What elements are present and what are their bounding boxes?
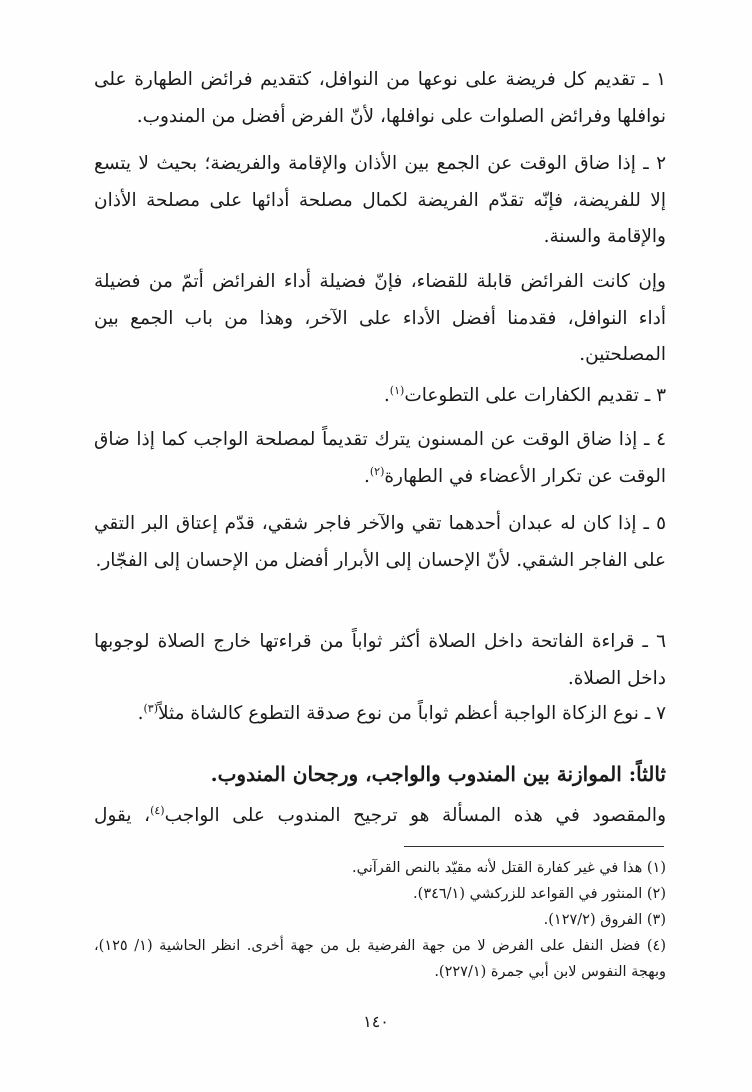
paragraph-5-text: ٤ ـ إذا ضاق الوقت عن المسنون يترك تقديماً لمصلحة الواجب كما إذا ضاق الوقت عن تكرار الأعضاء في الطهارة: [94, 429, 666, 487]
paragraph-6: ٥ ـ إذا كان له عبدان أحدهما تقي والآخر فاجر شقي، قدّم إعتاق البر التقي على الفاجر الشقي. لأنّ الإحسان إلى الأبرار أفضل من الإحسان إلى الفجّار.: [94, 513, 666, 571]
paragraph-8: [94, 696, 666, 733]
paragraph-3: وإن كانت الفرائض قابلة للقضاء، فإنّ فضيلة أداء الفرائض أتمّ من فضيلة أداء النوافل، فقدمنا أفضل الأداء على الآخر، وهذا من باب الجمع بين المصلحتين.: [94, 271, 666, 365]
paragraph-4-end: .: [383, 385, 390, 406]
intro-paragraph: [94, 798, 666, 834]
paragraph-4: [94, 378, 666, 415]
footnote-3: (٣) الفروق (١٢٧/٢).: [543, 912, 666, 928]
footnote-2: (٢) المنثور في القواعد للزركشي (٣٤٦/١).: [413, 886, 666, 902]
footnote-1: (١) هذا في غير كفارة القتل لأنه مقيّد بالنص القرآني.: [352, 860, 666, 876]
paragraph-5: [94, 422, 666, 495]
footnotes: [94, 855, 666, 985]
paragraph-4-text: ٣ ـ تقديم الكفارات على التطوعات: [404, 385, 666, 406]
footnote-divider: [404, 846, 664, 847]
footnote-ref-4: (٤): [150, 803, 165, 817]
intro-text: والمقصود في هذه المسألة هو ترجيح المندوب على الواجب: [164, 805, 666, 826]
paragraph-8-end: .: [137, 703, 144, 724]
intro-tail: ، يقول: [94, 805, 151, 826]
paragraph-2: ٢ ـ إذا ضاق الوقت عن الجمع بين الأذان والإقامة والفريضة؛ بحيث لا يتسع إلا للفريضة، فإنّه تقدّم الفريضة لكمال مصلحة أدائها على مصلحة الأذان والإقامة والسنة.: [94, 153, 666, 247]
footnote-ref-1: (١): [389, 383, 405, 397]
section-heading: [94, 756, 666, 792]
paragraph-8-text: ٧ ـ نوع الزكاة الواجبة أعظم ثواباً من نوع صدقة التطوع كالشاة مثلاً: [158, 703, 666, 724]
section-heading-text: الموازنة بين المندوب والواجب، ورجحان المندوب.: [210, 762, 629, 786]
paragraph-1: ١ ـ تقديم كل فريضة على نوعها من النوافل، كتقديم فرائض الطهارة على نوافلها وفرائض الصلوات على نوافلها، لأنّ الفرض أفضل من المندوب.: [94, 69, 666, 127]
paragraph-5-end: .: [363, 465, 370, 487]
footnote-4: (٤) فضل النفل على الفرض لا من جهة الفرضية بل من جهة أخرى. انظر الحاشية (١/ ١٢٥)، وبهجة النفوس لابن أبي جمرة (٢٢٧/١).: [94, 938, 667, 980]
page-number: ١٤٠: [363, 1012, 389, 1031]
paragraph-7: ٦ ـ قراءة الفاتحة داخل الصلاة أكثر ثواباً من قراءتها خارج الصلاة لوجوبها داخل الصلاة.: [94, 631, 666, 689]
footnote-ref-3: (٣): [143, 701, 158, 715]
section-heading-label: ثالثاً:: [628, 762, 666, 786]
footnote-ref-2: (٢): [369, 464, 385, 478]
